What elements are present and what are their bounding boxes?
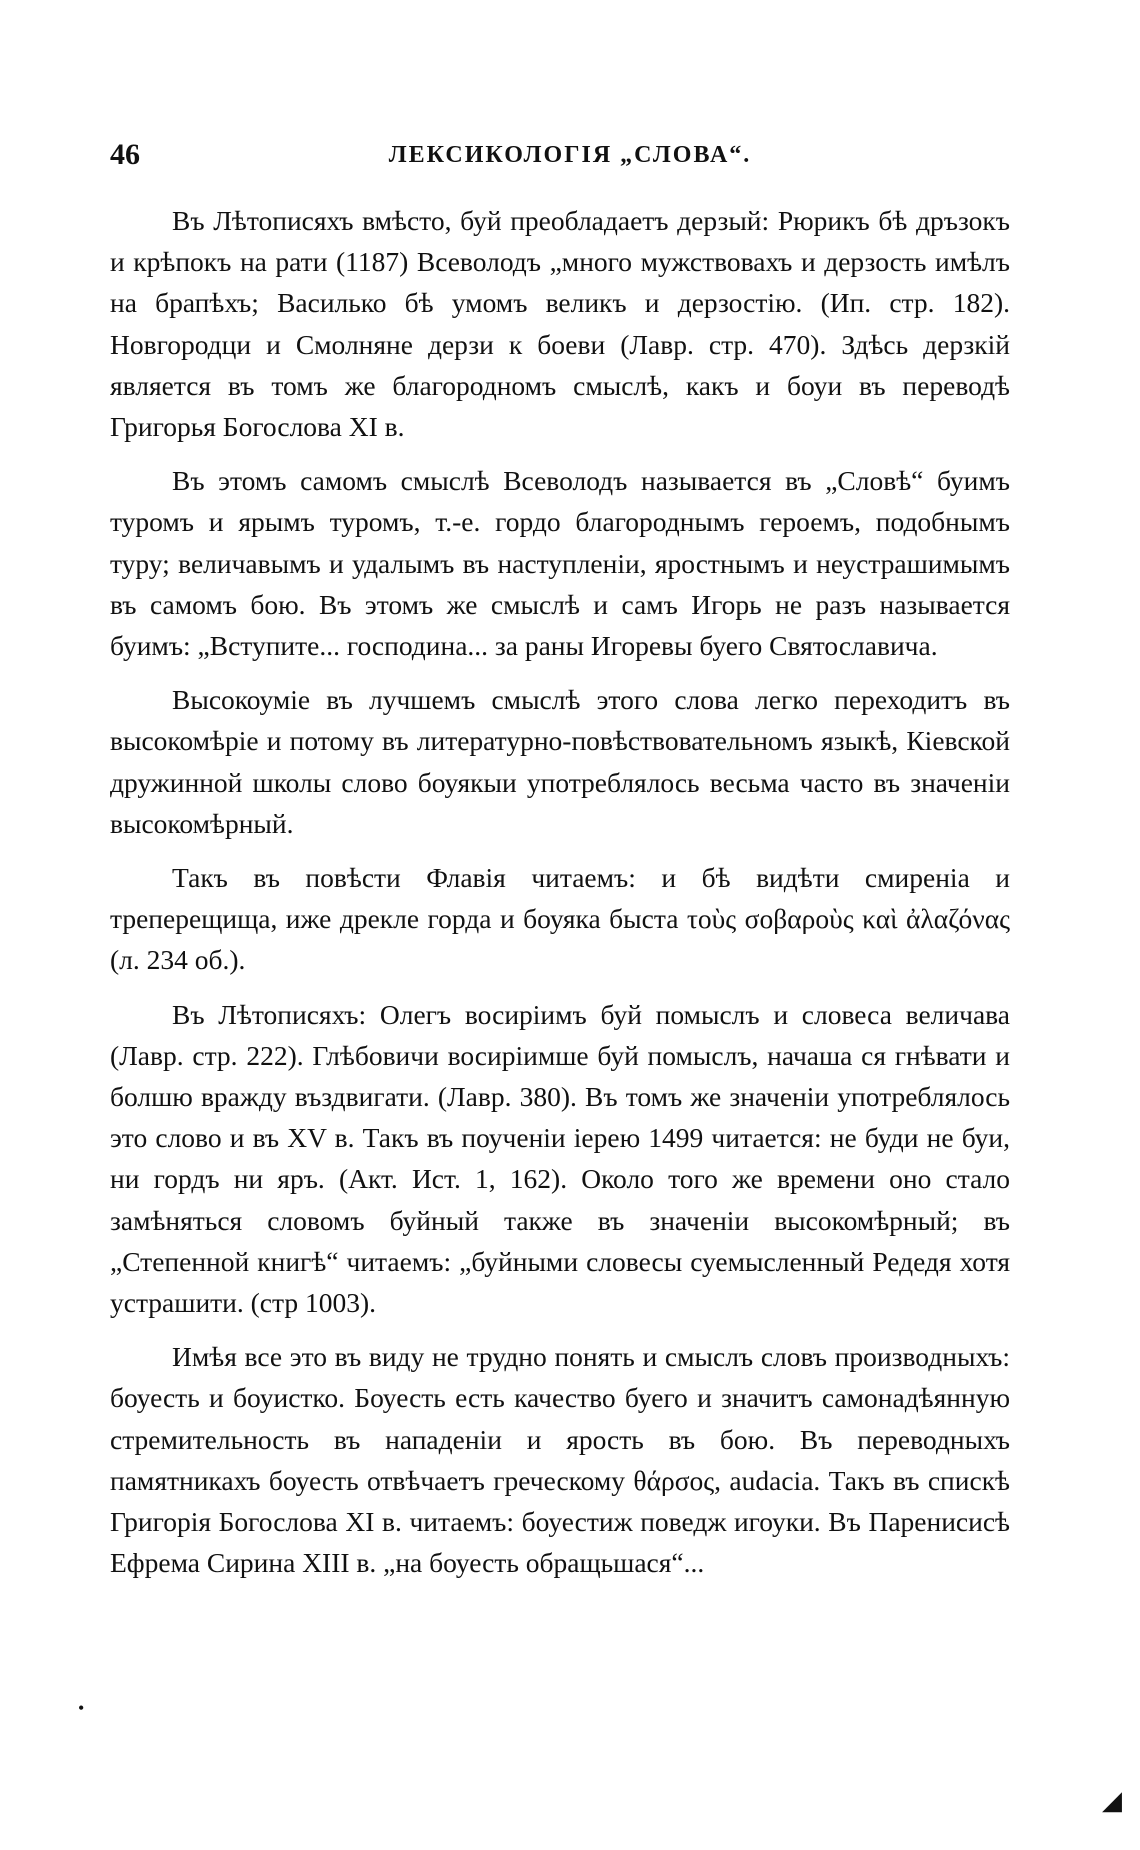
running-title: ЛЕКСИКОЛОГІЯ „СЛОВА“. — [388, 142, 752, 168]
paragraph-5: Въ Лѣтописяхъ: Олегъ восиріимъ буй помыслъ и словеса величава (Лавр. стр. 222). Глѣбовичи восиріимше буй помыслъ, начаша ся гнѣвати и болшю вражду въздвигати. (Лавр. 380). Въ томъ же значеніи употреблялось это слово и въ XV в. Такъ въ поученіи іерею 1499 читается: не буди не буи, ни гордъ ни яръ. (Акт. Ист. 1, 162). Около того же времени оно стало замѣняться словомъ буйный также въ значеніи высокомѣрный; въ „Степенной книгѣ“ читаемъ: „буйными словесы суемысленный Редедя хотя устрашити. (стр 1003). — [110, 998, 1010, 1319]
paragraph-6: Имѣя все это въ виду не трудно понять и смыслъ словъ производныхъ: боуесть и боуистко. Боуесть есть качество буего и значитъ самонадѣянную стремительность въ нападеніи и ярость въ бою. Въ переводныхъ памятникахъ боуесть отвѣчаетъ греческому θάρσος, audacia. Такъ въ спискѣ Григорія Богослова XI в. читаемъ: боуестиж поведж игоуки. Въ Паренисисѣ Ефрема Сирина XIII в. „на боуесть обращьшася“... — [110, 1341, 1010, 1579]
paragraph-3: Высокоуміе въ лучшемъ смыслѣ этого слова легко переходитъ въ высокомѣріе и потому въ литературно-повѣствовательномъ языкѣ, Кіевской дружинной школы слово боуякыи употреблялось весьма часто въ значеніи высокомѣрный. — [110, 684, 1010, 839]
paragraph-1: Въ Лѣтописяхъ вмѣсто, буй преобладаетъ дерзый: Рюрикъ бѣ дръзокъ и крѣпокъ на рати (1187) Всеволодъ „много мужствовахъ и дерзость имѣлъ на брапѣхъ; Василько бѣ умомъ великъ и дерзостію. (Ип. стр. 182). Новгородци и Смолняне дерзи к боеви (Лавр. стр. 470). Здѣсь дерзкій является въ томъ же благородномъ смыслѣ, какъ и боуи въ переводѣ Григорья Богослова XI в. — [110, 205, 1010, 443]
page-body — [110, 200, 1010, 1597]
scan-corner-mark-icon: ◢ — [1102, 1786, 1122, 1815]
paragraph-4: Такъ въ повѣсти Флавія читаемъ: и бѣ видѣти смиреніа и треперещища, иже дрекле горда и боуяка быста τοὺς σοβαροὺς καὶ ἀλαζόνας (л. 234 об.). — [110, 862, 1010, 976]
page-header — [110, 138, 1030, 178]
page-number: 46 — [110, 138, 140, 171]
paragraph-2: Въ этомъ самомъ смыслѣ Всеволодъ называется въ „Словѣ“ буимъ туромъ и ярымъ туромъ, т.-е. гордо благороднымъ героемъ, подобнымъ туру; величавымъ и удалымъ въ наступленіи, яростнымъ и неустрашимымъ въ самомъ бою. Въ этомъ же смыслѣ и самъ Игорь не разъ называется буимъ: „Вступите... господина... за раны Игоревы буего Святославича. — [110, 465, 1010, 662]
scan-speck-icon: • — [78, 1698, 85, 1718]
